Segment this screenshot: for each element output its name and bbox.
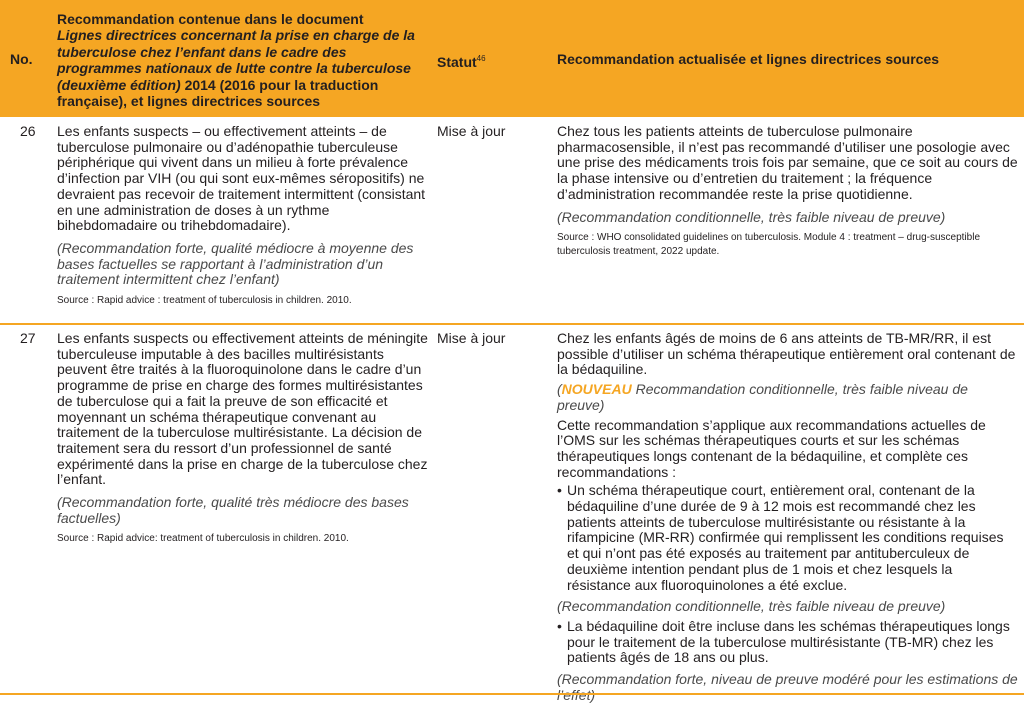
row-27-status: Mise à jour xyxy=(437,330,506,346)
row-27-old-source: Source : Rapid advice: treatment of tuberculosis in children. 2010. xyxy=(57,533,349,545)
bullet-item-2 xyxy=(557,619,1019,666)
row-26-old-recommendation xyxy=(57,124,429,308)
bullet-2-strength: (Recommandation forte, niveau de preuve modéré pour les estimations de xyxy=(557,671,1018,688)
header-old-title: Recommandation contenue dans le document xyxy=(57,11,364,27)
bullet-1-strength: (Recommandation conditionnelle, très faible niveau de preuve) xyxy=(557,598,946,615)
header-status-footnote: 46 xyxy=(476,54,486,63)
row-26-new-text: Chez tous les patients atteints de tuberculose pulmonaire pharmacosensible, il n’est pas recommandé d’utiliser une posologie avec une prise des médicaments trois fois par semaine, que ce soit au cours de la phase intensive ou d’entretien du traitement ; la fréquence d’administration recommandée reste la prise quotidienne. xyxy=(557,123,1018,202)
table-bottom-rule xyxy=(0,693,1024,695)
row-26-old-source: Source : Rapid advice : treatment of tuberculosis in children. 2010. xyxy=(57,295,352,307)
row-26-new-recommendation xyxy=(557,124,1019,259)
row-26-status: Mise à jour xyxy=(437,123,506,139)
header-new-recommendation: Recommandation actualisée et lignes directrices sources xyxy=(557,51,940,67)
header-old-rest: 2014 (2016 pour la traduction française), et lignes directrices sources xyxy=(57,76,379,110)
row-26-old-strength: (Recommandation forte, qualité médiocre à moyenne des bases factuelles se rapportant à l’administration d’un traitement intermittent chez l’enfant) xyxy=(57,239,414,288)
row-27-old-recommendation xyxy=(57,331,429,546)
row-27-new-text: Chez les enfants âgés de moins de 6 ans atteints de TB-MR/RR, il est possible d’utiliser un schéma thérapeutique entièrement oral contenant de la bédaquiline. xyxy=(557,330,1016,378)
table-header xyxy=(0,0,1024,117)
row-27-new-text2: Cette recommandation s’applique aux recommandations actuelles de l’OMS sur les schémas thérapeutiques courts et sur les schémas thérapeutiques longs contenant de la bédaquiline, et complète ces recommandations : xyxy=(557,416,986,480)
bullet-1-text: Un schéma thérapeutique court, entièrement oral, contenant de la bédaquiline d’une durée de 9 à 12 mois est recommandé chez les patients atteints de tuberculose multirésistante ou résistante à la rifampicine (MR-RR) confirmée qui remplissent les conditions requises et qui n’ont pas été exposés au traitement par antituberculeux de deuxième intention pendant plus de 1 mois et chez lesquels la résistance aux fluoroquinolones a été exclue. xyxy=(567,482,1004,593)
row-26-new-source: Source : WHO consolidated guidelines on tuberculosis. Module 4 : treatment – drug-susceptible tuberculosis treatment, 2022 update. xyxy=(557,232,981,258)
row-27-new-strength-text: Recommandation conditionnelle, très faible niveau de preuve) xyxy=(557,381,968,413)
row-26-new-strength: (Recommandation conditionnelle, très faible niveau de preuve) xyxy=(557,208,946,225)
row-27-old-text: Les enfants suspects ou effectivement atteints de méningite tuberculeuse imputable à des bacilles multirésistants peuvent être traités à la fluoroquinolone dans le cadre d’un programme de prise en charge des formes multirésistantes de tuberculose qui a fait la preuve de son efficacité et moyennant un schéma thérapeutique convenant au traitement de la tuberculose multirésistante. La décision de traitement sera du ressort d’un professionnel de santé expérimenté dans la prise en charge de la tuberculose chez l’enfant. xyxy=(57,330,428,488)
header-status xyxy=(437,51,486,70)
row-27-new-strength-open: ( xyxy=(557,381,562,398)
bullet-item-1 xyxy=(557,483,1019,593)
row-27-new-recommendation xyxy=(557,331,1019,703)
row-27-old-strength: (Recommandation forte, qualité très médiocre des bases factuelles) xyxy=(57,494,409,526)
header-status-label: Statut xyxy=(437,54,477,70)
header-old-document: Lignes directrices concernant la prise en charge de la tuberculose chez l’enfant dans le cadre des programmes nationaux de lutte contre la tuberculose (deuxième édition) xyxy=(57,27,415,93)
row-26-number: 26 xyxy=(20,123,36,139)
row-27-new-strength xyxy=(557,382,1019,413)
bullet-icon: • xyxy=(557,482,562,499)
header-no: No. xyxy=(10,51,33,67)
new-badge: NOUVEAU xyxy=(561,381,632,398)
bullet-icon: • xyxy=(557,617,562,634)
bullet-2-text: La bédaquiline doit être incluse dans les schémas thérapeutiques longs pour le traitement de la tuberculose multirésistante (TB-MR) chez les patients âgés de 18 ans ou plus. xyxy=(567,617,1010,666)
row-26-old-text: Les enfants suspects – ou effectivement atteints – de tuberculose pulmonaire ou d’adénopathie tuberculeuse périphérique qui vivent dans un milieu à forte prévalence d’infection par VIH (ou qui sont eux-mêmes séropositifs) ne devraient pas recevoir de traitement intermittent (consistant en une administration de doses à un rythme bihebdomadaire ou trihebdomadaire). xyxy=(57,123,426,234)
row-divider xyxy=(0,323,1024,325)
header-old-recommendation xyxy=(57,11,429,109)
row-27-number: 27 xyxy=(20,330,36,346)
